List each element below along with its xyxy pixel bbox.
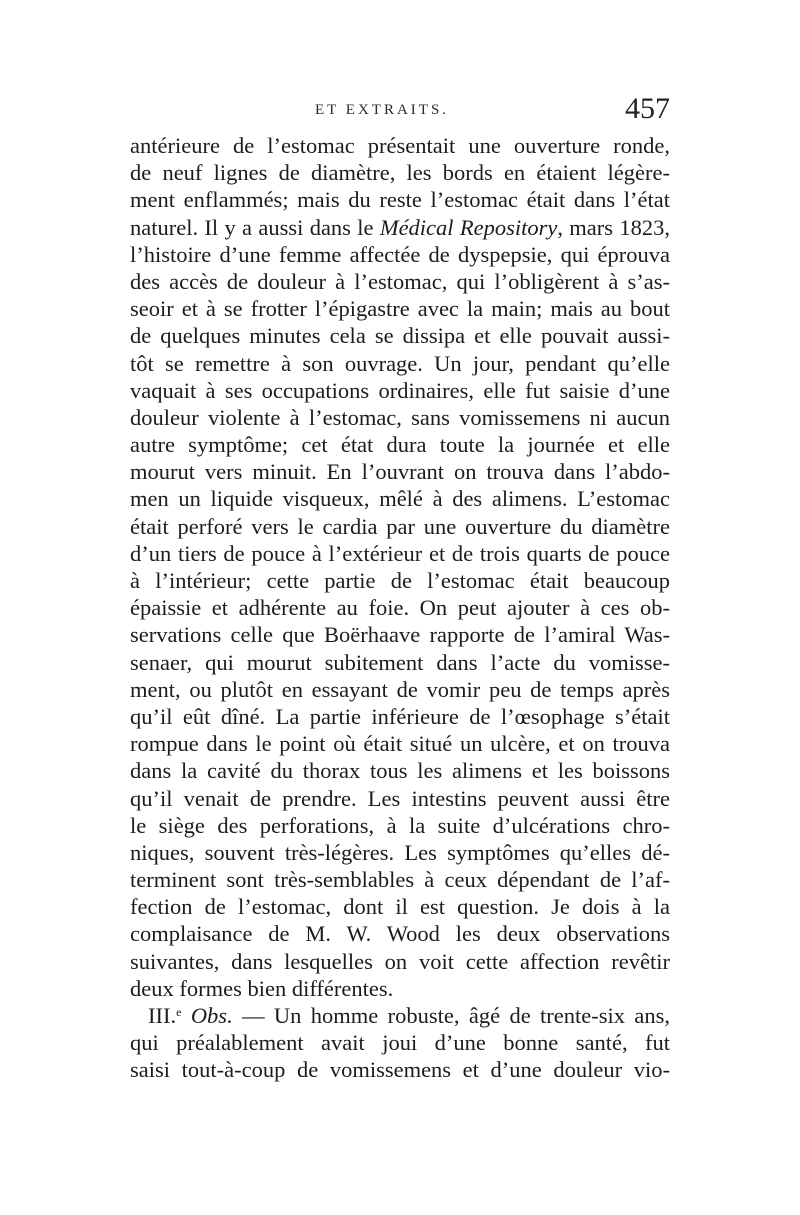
text-line: deux formes bien différentes. (130, 975, 394, 1001)
text-line: le siège des perforations, à la suite d’ulcérations chro- (130, 812, 670, 838)
page-header (130, 92, 670, 130)
page-number: 457 (625, 92, 670, 125)
text-line (130, 214, 670, 241)
text-segment: naturel. Il y a aussi dans le (130, 214, 380, 240)
text-line: vaquait à ses occupations ordinaires, elle fut saisie d’une (130, 377, 670, 403)
text-line: d’un tiers de pouce à l’extérieur et de trois quarts de pouce (130, 540, 670, 566)
text-line: terminent sont très-semblables à ceux dépendant de l’af- (130, 867, 670, 893)
text-line: men un liquide visqueux, mêlé à des alimens. L’estomac (130, 486, 670, 512)
body-text (130, 132, 670, 1084)
text-line: autre symptôme; cet état dura toute la journée et elle (130, 432, 670, 458)
text-line: de neuf lignes de diamètre, les bords en étaient légère- (130, 160, 670, 186)
journal-title: Médical Repository (379, 214, 558, 240)
text-line: ment, ou plutôt en essayant de vomir peu de temps après (130, 676, 670, 702)
text-line: épaissie et adhérente au foie. On peut ajouter à ces ob- (130, 595, 670, 621)
observation-heading-line (130, 1002, 670, 1029)
running-title: ET EXTRAITS. (315, 102, 450, 118)
text-line: était perforé vers le cardia par une ouverture du diamètre (130, 513, 670, 539)
text-line: suivantes, dans lesquelles on voit cette affection revêtir (130, 948, 670, 974)
text-line: ment enflammés; mais du reste l’estomac était dans l’état (130, 187, 670, 213)
text-line: des accès de douleur à l’estomac, qui l’obligèrent à s’as- (130, 268, 670, 294)
text-line: fection de l’estomac, dont il est question. Je dois à la (130, 894, 670, 920)
text-line: qu’il eût dîné. La partie inférieure de l’œsophage s’était (130, 703, 670, 729)
text-segment: — Un homme robuste, âgé de trente-six ans, (232, 1003, 671, 1028)
text-line: saisi tout-à-coup de vomissemens et d’une douleur vio- (130, 1057, 670, 1083)
text-line: qui préalablement avait joui d’une bonne santé, fut (130, 1030, 670, 1056)
observation-superscript: e (176, 1005, 182, 1019)
text-line: tôt se remettre à son ouvrage. Un jour, pendant qu’elle (130, 350, 670, 376)
text-line: seoir et à se frotter l’épigastre avec la main; mais au bout (130, 296, 670, 322)
text-segment: , mars 1823, (557, 214, 670, 240)
text-line: qu’il venait de prendre. Les intestins peuvent aussi être (130, 785, 670, 811)
text-line: l’histoire d’une femme affectée de dyspepsie, qui éprouva (130, 241, 670, 267)
observation-numeral: III. (148, 1003, 177, 1028)
text-line: senaer, qui mourut subitement dans l’acte du vomisse- (130, 649, 670, 675)
text-line: rompue dans le point où était situé un ulcère, et on trouva (130, 731, 670, 757)
text-line: antérieure de l’estomac présentait une ouverture ronde, (130, 133, 670, 158)
text-line: à l’intérieur; cette partie de l’estomac était beaucoup (130, 568, 670, 593)
text-line: dans la cavité du thorax tous les alimens et les boissons (130, 758, 670, 784)
text-line: mourut vers minuit. En l’ouvrant on trouva dans l’abdo- (130, 459, 670, 485)
text-line: servations celle que Boërhaave rapporte de l’amiral Was- (130, 622, 670, 648)
text-line: complaisance de M. W. Wood les deux observations (130, 921, 670, 947)
text-line: douleur violente à l’estomac, sans vomissemens ni aucun (130, 404, 670, 430)
observation-label: Obs. (190, 1003, 233, 1028)
text-line: de quelques minutes cela se dissipa et elle pouvait aussi- (130, 323, 670, 349)
text-line: niques, souvent très-légères. Les symptômes qu’elles dé- (130, 839, 670, 865)
